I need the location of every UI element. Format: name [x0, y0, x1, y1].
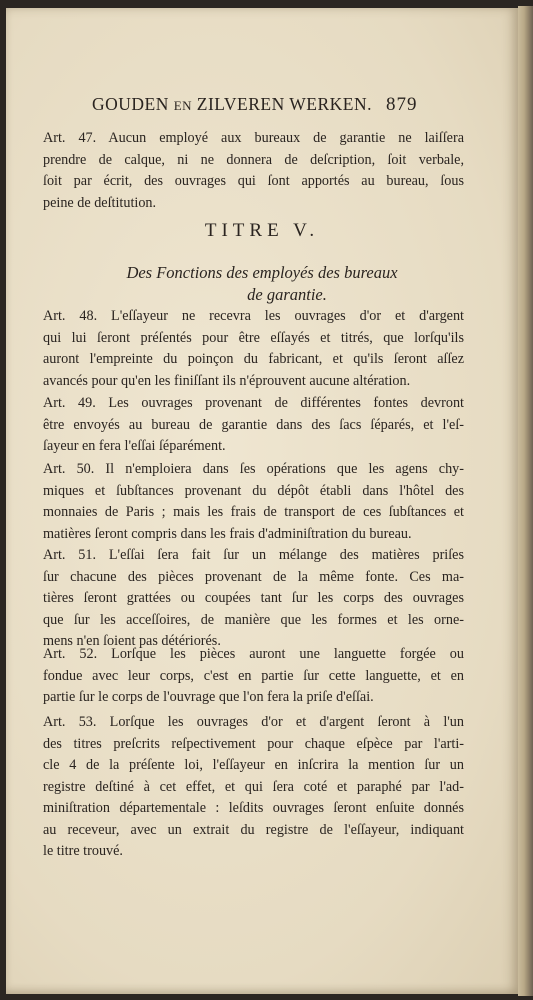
text-line: des titres preſcrits reſpectivement pour chaque eſpèce par l'arti-	[43, 735, 464, 752]
text-line: peine de deſtitution.	[43, 194, 157, 211]
text-line: Art. 52. Lorſque les pièces auront une languette forgée ou	[43, 646, 464, 662]
book-page	[6, 8, 518, 994]
text-line: registre deſtiné à cet effet, et qui ſera coté et paraphé par l'ad-	[43, 778, 464, 795]
text-line: miques et ſubſtances provenant du dépôt établi dans l'hôtel des	[43, 482, 464, 499]
subtitle-line: Des Fonctions des employés des bureaux	[126, 263, 398, 282]
text-line: cle 4 de la préſente loi, l'eſſayeur en inſcrira la mention ſur un	[43, 757, 464, 773]
text-line: fondue avec leur corps, c'est en partie ſur cette languette, et en	[43, 667, 464, 684]
text-line: être envoyés au bureau de garantie dans des ſacs ſéparés, et l'eſ-	[43, 416, 464, 433]
page-number: 879	[386, 94, 418, 115]
text-line: ſur chacune des pièces provenant de la même fonte. Ces ma-	[43, 568, 464, 585]
text-line: tières ſeront grattées ou coupées tant ſur les corps des ouvrages	[43, 590, 464, 606]
text-line: Art. 49. Les ouvrages provenant de différentes fontes devront	[43, 395, 464, 411]
text-line: auront l'empreinte du poinçon du fabricant, et qu'ils ſeront aſſez	[43, 351, 464, 367]
text-line: Art. 51. L'eſſai ſera fait ſur un mélange des matières priſes	[43, 547, 464, 563]
page-edge	[518, 6, 533, 996]
text-line: qui lui ſeront préſentés pour être eſſayés et titrés, que lorſqu'ils	[43, 329, 464, 346]
text-line: mens n'en ſoient pas détériorés.	[43, 633, 221, 649]
text-line: au receveur, avec un extrait du registre de l'eſſayeur, indiquant	[43, 821, 464, 838]
header-word-2: EN	[173, 98, 192, 113]
header-word-3: ZILVEREN WERKEN.	[196, 94, 372, 114]
text-line: partie ſur le corps de l'ouvrage que l'on fera la priſe d'eſſai.	[43, 689, 374, 705]
text-line: que ſur les acceſſoires, de manière que les formes et les orne-	[43, 611, 464, 628]
text-line: ſoit par écrit, des ouvrages qui ſont apportés au bureau, ſous	[43, 173, 464, 189]
text-line: matières ſeront compris dans les frais d'adminiſtration du bureau.	[43, 525, 412, 542]
article-51	[43, 545, 464, 653]
article-47	[43, 128, 464, 214]
text-line: avancés pour qu'en les finiſſant ils n'éprouvent aucune altération.	[43, 372, 411, 389]
text-line: ſayeur en fera l'eſſai ſéparément.	[43, 438, 226, 454]
text-line: prendre de calque, ni ne donnera de deſcription, ſoit verbale,	[43, 151, 464, 168]
header-word-1: GOUDEN	[92, 94, 169, 114]
text-line: miniſtration départementale : leſdits ouvrages ſeront enſuite donnés	[43, 800, 464, 816]
article-48	[43, 306, 464, 392]
text-line: Art. 47. Aucun employé aux bureaux de garantie ne laiſſera	[43, 130, 464, 146]
text-line: monnaies de Paris ; mais les frais de transport de ces ſubſtances et	[43, 504, 464, 520]
text-line: Art. 53. Lorſque les ouvrages d'or et d'argent ſeront à l'un	[43, 714, 464, 730]
article-50	[43, 459, 464, 545]
section-title: TITRE V.	[204, 220, 320, 241]
running-header	[92, 94, 432, 115]
section-subtitle	[6, 262, 518, 306]
article-49	[43, 393, 464, 458]
article-52	[43, 644, 464, 709]
article-53	[43, 712, 464, 863]
text-line: Art. 50. Il n'emploiera dans ſes opérations que les agens chy-	[43, 461, 464, 477]
text-line: Art. 48. L'eſſayeur ne recevra les ouvrages d'or et d'argent	[43, 308, 464, 324]
text-line: le titre trouvé.	[43, 843, 123, 859]
subtitle-line: de garantie.	[247, 285, 327, 304]
